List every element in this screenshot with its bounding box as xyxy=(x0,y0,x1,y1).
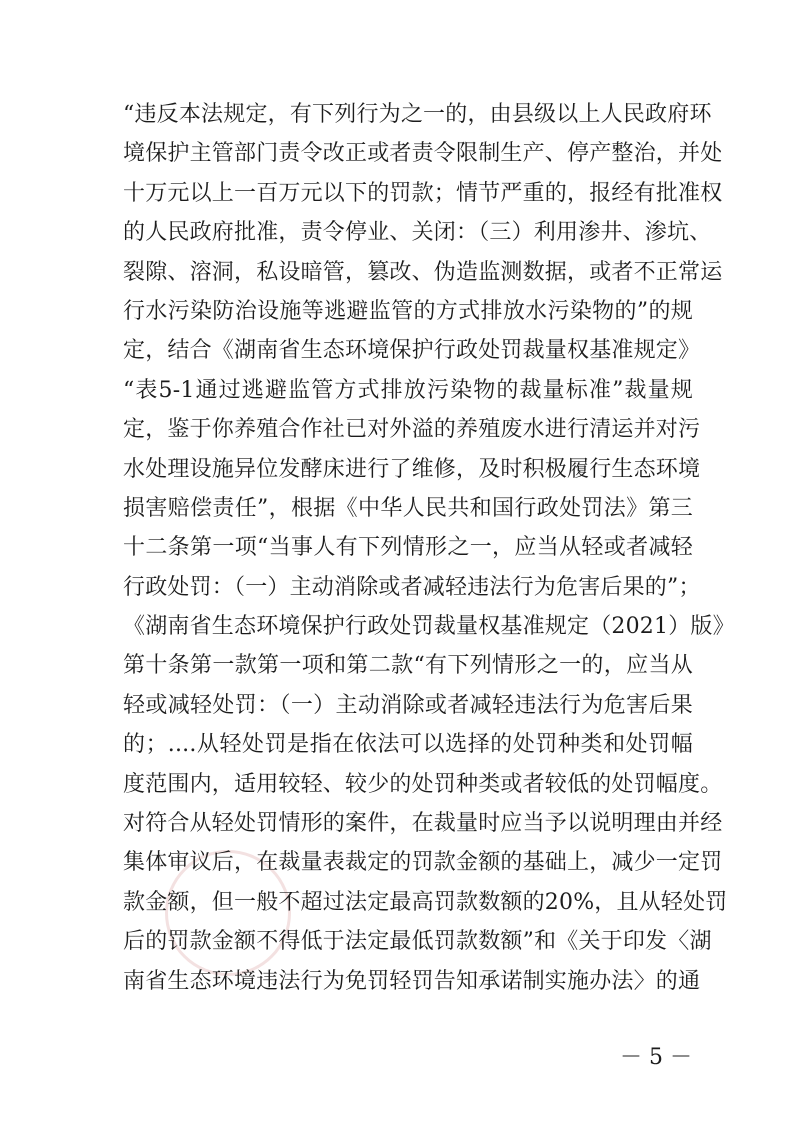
body-line: 度范围内，适用较轻、较少的处罚种类或者较低的处罚幅度。 xyxy=(123,771,723,797)
body-line: 十万元以上一百万元以下的罚款；情节严重的，报经有批准权 xyxy=(123,180,723,206)
body-line: “表5-1通过逃避监管方式排放污染物的裁量标准”裁量规 xyxy=(123,377,693,403)
document-body xyxy=(123,95,735,1001)
body-line: 第十条第一款第一项和第二款“有下列情形之一的，应当从 xyxy=(123,653,693,679)
body-line: 定，鉴于你养殖合作社已对外溢的养殖废水进行清运并对污 xyxy=(123,417,701,443)
body-line: “违反本法规定，有下列行为之一的，由县级以上人民政府环 xyxy=(123,102,712,127)
body-line: 对符合从轻处罚情形的案件，在裁量时应当予以说明理由并经 xyxy=(123,811,723,837)
body-line: 裂隙、溶洞，私设暗管，篡改、伪造监测数据，或者不正常运 xyxy=(123,259,723,285)
body-line: 定，结合《湖南省生态环境保护行政处罚裁量权基准规定》 xyxy=(123,338,701,364)
body-line: 水处理设施异位发酵床进行了维修，及时积极履行生态环境 xyxy=(123,456,701,482)
body-line: 后的罚款金额不得低于法定最低罚款数额”和《关于印发〈湖 xyxy=(123,929,712,955)
body-line: 行水污染防治设施等逃避监管的方式排放水污染物的”的规 xyxy=(123,298,693,324)
page-number: － 5 － xyxy=(620,1045,692,1070)
body-line: 集体审议后，在裁量表裁定的罚款金额的基础上，减少一定罚 xyxy=(123,850,723,876)
body-line: 南省生态环境违法行为免罚轻罚告知承诺制实施办法〉的通 xyxy=(123,968,701,994)
body-line: 损害赔偿责任”，根据《中华人民共和国行政处罚法》第三 xyxy=(123,495,693,521)
body-line: 的人民政府批准，责令停业、关闭：（三）利用渗井、渗坑、 xyxy=(123,220,712,246)
body-line: 十二条第一项“当事人有下列情形之一，应当从轻或者减轻 xyxy=(123,535,693,561)
body-line: 《湖南省生态环境保护行政处罚裁量权基准规定（2021）版》 xyxy=(123,614,735,640)
body-line: 境保护主管部门责令改正或者责令限制生产、停产整治，并处 xyxy=(123,141,723,167)
body-line: 的；....从轻处罚是指在依法可以选择的处罚种类和处罚幅 xyxy=(123,732,693,758)
body-line: 轻或减轻处罚：（一）主动消除或者减轻违法行为危害后果 xyxy=(123,692,693,718)
body-line: 款金额，但一般不超过法定最高罚款数额的20%，且从轻处罚 xyxy=(123,889,728,915)
body-line: 行政处罚：（一）主动消除或者减轻违法行为危害后果的”； xyxy=(123,574,701,600)
